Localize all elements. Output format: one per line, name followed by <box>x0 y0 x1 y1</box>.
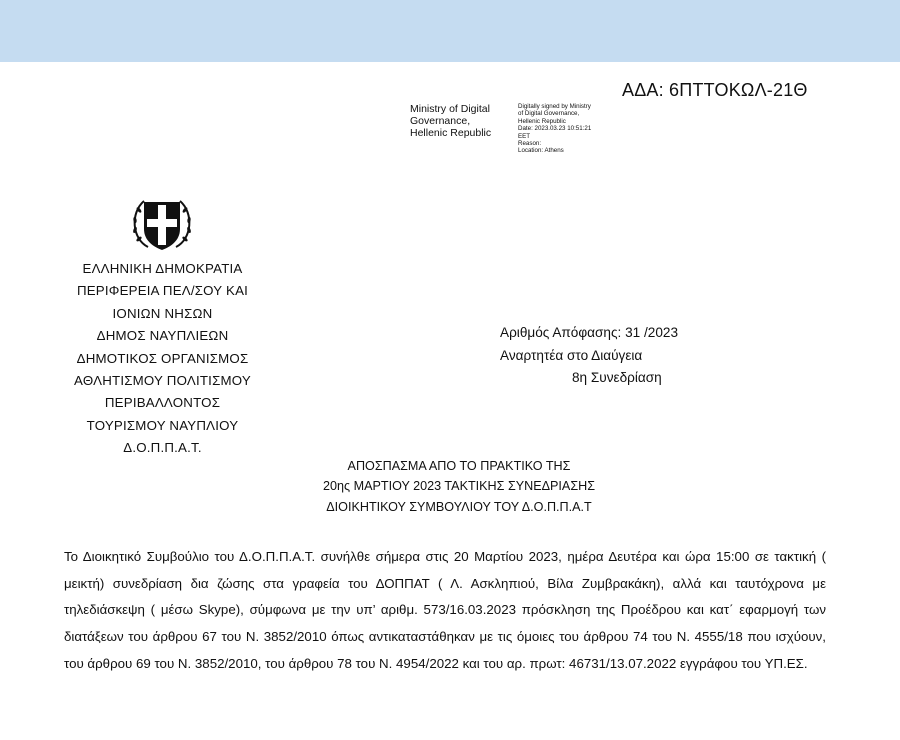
decision-info <box>500 322 678 390</box>
decision-number: Αριθμός Απόφασης: 31 /2023 <box>500 325 678 340</box>
signature-detail-line: of Digital Governance, <box>518 110 580 118</box>
organization-line: ΠΕΡΙΒΑΛΛΟΝΤΟΣ <box>104 395 221 411</box>
document-heading <box>0 456 900 517</box>
signature-detail-line: Hellenic Republic <box>518 117 566 125</box>
diavgeia-posting-note: Αναρτητέα στο Διαύγεια <box>500 347 643 363</box>
organization-line: Δ.Ο.Π.Π.Α.Τ. <box>123 440 202 456</box>
signature-detail-line: Location: Athens <box>518 147 564 155</box>
organization-line: ΙΟΝΙΩΝ ΝΗΣΩΝ <box>112 305 213 321</box>
greek-state-emblem-icon <box>128 195 196 255</box>
heading-line: ΑΠΟΣΠΑΣΜΑ ΑΠΟ ΤΟ ΠΡΑΚΤΙΚΟ ΤΗΣ <box>347 459 571 473</box>
ada-identifier: ΑΔΑ: 6ΠΤΤΟΚΩΛ-21Θ <box>622 80 808 100</box>
organization-line: ΠΕΡΙΦΕΡΕΙΑ ΠΕΛ/ΣΟΥ ΚΑΙ <box>76 283 249 299</box>
signer-line: Ministry of Digital <box>410 103 490 115</box>
viewer-top-bar <box>0 0 900 62</box>
heading-line: 20ης ΜΑΡΤΙΟΥ 2023 ΤΑΚΤΙΚΗΣ ΣΥΝΕΔΡΙΑΣΗΣ <box>323 479 595 494</box>
digital-signature-details <box>518 103 648 155</box>
heading-line: ΔΙΟΙΚΗΤΙΚΟΥ ΣΥΜΒΟΥΛΙΟΥ ΤΟΥ Δ.Ο.Π.Π.Α.Τ <box>326 499 592 514</box>
signature-detail-line: Date: 2023.03.23 10:51:21 <box>518 125 592 133</box>
organization-line: ΔΗΜΟΤΙΚΟΣ ΟΡΓΑΝΙΣΜΟΣ <box>76 350 249 366</box>
organization-line: ΑΘΛΗΤΙΣΜΟΥ ΠΟΛΙΤΙΣΜΟΥ <box>74 373 251 389</box>
signer-line: Hellenic Republic <box>410 127 492 139</box>
organization-line: ΕΛΛΗΝΙΚΗ ΔΗΜΟΚΡΑΤΙΑ <box>82 261 243 276</box>
organization-line: ΔΗΜΟΣ ΝΑΥΠΛΙΕΩΝ <box>96 328 229 344</box>
signature-detail-line: Digitally signed by Ministry <box>518 103 591 110</box>
session-number: 8η Συνεδρίαση <box>572 370 662 385</box>
organization-line: ΤΟΥΡΙΣΜΟΥ ΝΑΥΠΛΙΟΥ <box>86 417 239 433</box>
issuing-organization <box>55 258 270 460</box>
digital-signature-signer <box>410 103 522 139</box>
signature-detail-line: EET <box>518 132 531 140</box>
signer-line: Governance, <box>410 115 471 127</box>
body-paragraph: Το Διοικητικό Συμβούλιο του Δ.Ο.Π.Π.Α.Τ. συνήλθε σήμερα στις 20 Μαρτίου 2023, ημέρα Δευτέρα και ώρα 15:00 σε τακτική ( μεικτή) συνεδρίαση δια ζώσης στα γραφεία του ΔΟΠΠΑΤ ( Λ. Ασκληπιού, Βίλα Ζυμβρακάκη), αλλά και ταυτόχρονα με τηλεδιάσκεψη ( μέσω Skype), σύμφωνα με την υπ’ αριθμ. 573/16.03.2023 πρόσκληση της Προέδρου και κατ΄ εφαρμογή των διατάξεων του άρθρου 67 του Ν. 3852/2010 όπως αντικαταστάθηκαν με τις όμοιες του άρθρου 74 του Ν. 4555/18 που ισχύουν, του άρθρου 69 του Ν. 3852/2010, του άρθρου 78 του Ν. 4954/2022 και του αρ. πρωτ: 46731/13.07.2022 εγγράφου του ΥΠ.ΕΣ. <box>64 549 826 671</box>
signature-detail-line: Reason: <box>518 140 542 148</box>
